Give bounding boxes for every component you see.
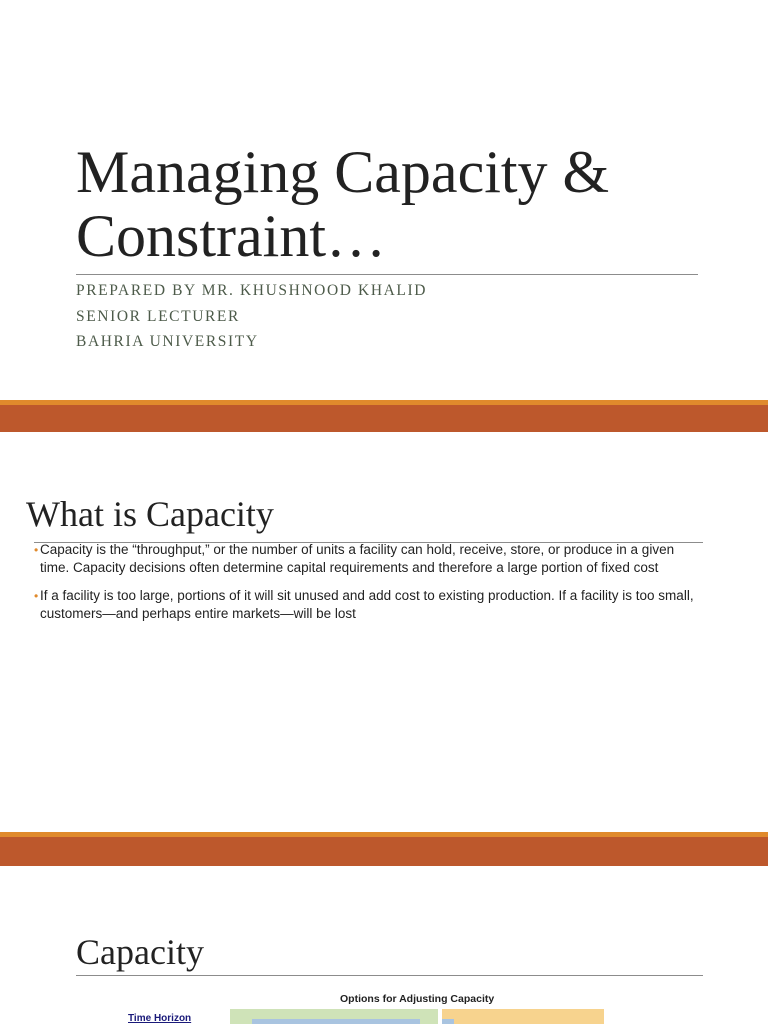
figure-blue-bar <box>252 1019 420 1024</box>
slide-heading: What is Capacity <box>26 494 274 534</box>
figure-title: Options for Adjusting Capacity <box>340 993 495 1005</box>
content-slide <box>0 432 768 832</box>
bullet-text: Capacity is the “throughput,” or the number of units a facility can hold, receive, store, or produce in a given time. Capacity decisions often determine capital requirements and therefore a large portion of fixed cost <box>40 542 675 575</box>
slide-title-line-2: Constraint… <box>76 203 386 269</box>
slide-heading: Capacity <box>76 932 204 972</box>
slide-divider <box>0 400 768 432</box>
title-rule <box>76 274 698 275</box>
capacity-slide <box>0 866 768 1024</box>
subtitle-institution: BAHRIA UNIVERSITY <box>76 333 259 350</box>
slide-divider <box>0 832 768 866</box>
bullet-list <box>34 541 698 633</box>
subtitle-position: SENIOR LECTURER <box>76 308 240 325</box>
bullet-text: If a facility is too large, portions of it will sit unused and add cost to existing production. If a facility is too small, customers—and perhaps entire markets—will be lost <box>40 588 694 621</box>
subtitle-author: PREPARED BY MR. KHUSHNOOD KHALID <box>76 282 428 299</box>
figure-orange-band <box>442 1009 604 1024</box>
bullet-icon: • <box>34 589 39 603</box>
bullet-item <box>34 541 698 577</box>
title-slide <box>0 0 768 400</box>
figure-blue-marker <box>442 1019 454 1024</box>
heading-rule <box>76 975 703 976</box>
slide-title <box>76 140 716 268</box>
bullet-item <box>34 587 698 623</box>
time-horizon-label: Time Horizon <box>128 1013 192 1024</box>
slide-title-line-1: Managing Capacity & <box>76 139 610 205</box>
bullet-icon: • <box>34 543 39 557</box>
